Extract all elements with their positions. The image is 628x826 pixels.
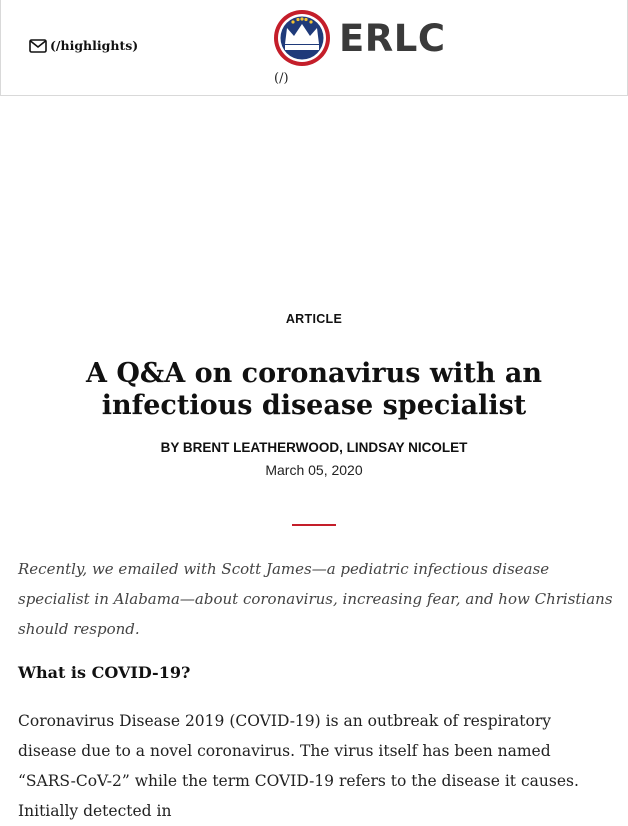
site-logo[interactable] (273, 8, 446, 68)
highlights-label: (/highlights) (50, 38, 139, 53)
site-header (0, 0, 628, 96)
divider (292, 524, 336, 526)
body-paragraph: Coronavirus Disease 2019 (COVID-19) is an outbreak of respiratory disease due to a novel coronavirus. The virus itself has been named “SARS-CoV-2” while the term COVID-19 refers to the disease it causes. Initially detected in (18, 712, 579, 820)
highlights-link[interactable] (29, 38, 138, 53)
logo-alt-text: (/) (274, 71, 289, 86)
logo-wordmark: ERLC (339, 16, 446, 60)
mail-icon (29, 39, 47, 53)
article-title: A Q&A on coronavirus with an infectious disease specialist (86, 358, 542, 421)
article-byline: BY BRENT LEATHERWOOD, LINDSAY NICOLET (160, 440, 468, 455)
section-heading: What is COVID-19? (18, 663, 191, 682)
article-date: March 05, 2020 (265, 462, 363, 478)
article-category[interactable]: ARTICLE (285, 312, 343, 326)
crown-logo-icon (273, 8, 331, 68)
article-intro: Recently, we emailed with Scott James—a pediatric infectious disease specialist in Alabama—about coronavirus, increasing fear, and how Christians should respond. (18, 560, 613, 638)
